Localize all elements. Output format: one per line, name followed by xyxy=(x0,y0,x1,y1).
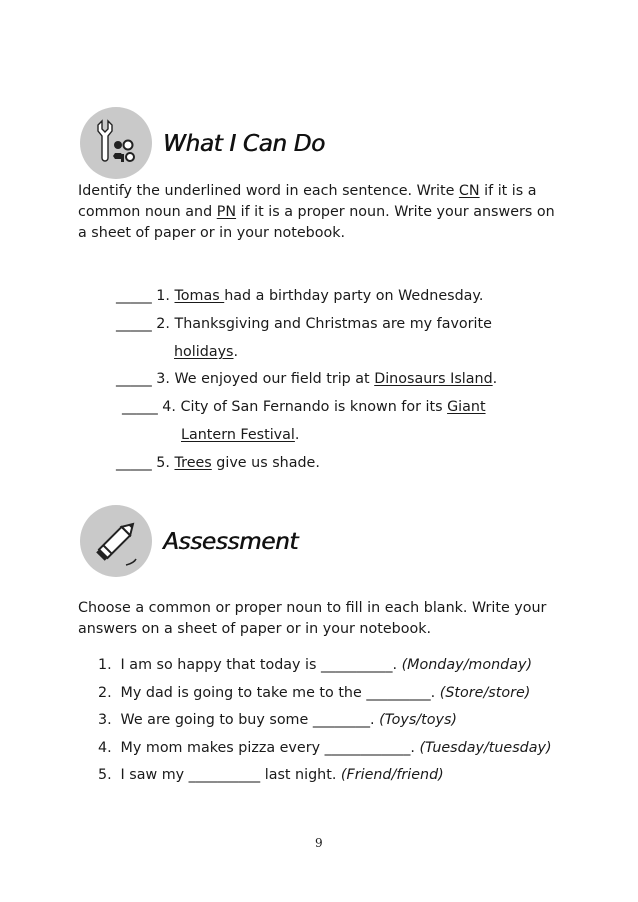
pencil-icon xyxy=(80,505,152,577)
list-item xyxy=(98,740,552,756)
list-item xyxy=(98,767,444,783)
item-number: 5. xyxy=(98,767,112,783)
instructions-text: if it is a proper noun. Write your answers on a sheet of paper or in your notebook. xyxy=(78,204,555,241)
answer-blank: _____ xyxy=(116,455,152,471)
list-item-continuation xyxy=(174,344,238,360)
list-item xyxy=(98,657,532,673)
underlined-word: Tomas xyxy=(174,288,225,304)
section-heading-what-i-can-do: What I Can Do xyxy=(163,131,325,157)
underlined-word: Lantern Festival xyxy=(181,427,295,443)
item-text: . xyxy=(492,371,498,387)
underlined-word: holidays xyxy=(174,344,234,360)
item-text: had a birthday party on Wednesday. xyxy=(224,288,484,304)
item-text: . xyxy=(294,427,300,443)
instructions-text: if it is a common noun and xyxy=(78,183,537,220)
item-number: 1. xyxy=(156,288,170,304)
page-number: 9 xyxy=(315,836,323,850)
item-number: 1. xyxy=(98,657,112,673)
tools-icon xyxy=(80,107,152,179)
list-item xyxy=(116,288,483,304)
instructions-paragraph xyxy=(78,181,558,244)
list-item xyxy=(98,712,457,728)
answer-blank: _____ xyxy=(116,371,152,387)
item-text: Thanksgiving and Christmas are my favorite xyxy=(174,316,492,332)
item-number: 4. xyxy=(98,740,112,756)
item-text: I saw my __________ last night. xyxy=(120,767,337,783)
list-item xyxy=(98,685,530,701)
underlined-word: Trees xyxy=(174,455,212,471)
item-text: My dad is going to take me to the _________. xyxy=(120,685,436,701)
choice-options: (Friend/friend) xyxy=(340,767,444,783)
list-item xyxy=(116,455,320,471)
underlined-word: Dinosaurs Island xyxy=(374,371,493,387)
item-text: City of San Fernando is known for its xyxy=(180,399,448,415)
item-text: give us shade. xyxy=(211,455,320,471)
pn-label: PN xyxy=(216,204,237,220)
list-item xyxy=(122,399,486,415)
item-number: 3. xyxy=(156,371,170,387)
answer-blank: _____ xyxy=(116,288,152,304)
choice-options: (Store/store) xyxy=(439,685,531,701)
item-text: We are going to buy some ________. xyxy=(120,712,375,728)
item-number: 3. xyxy=(98,712,112,728)
list-item xyxy=(116,316,492,332)
choice-options: (Toys/toys) xyxy=(379,712,457,728)
item-number: 2. xyxy=(156,316,170,332)
section-heading-assessment: Assessment xyxy=(163,529,298,555)
item-number: 5. xyxy=(156,455,170,471)
list-item-continuation xyxy=(181,427,299,443)
assessment-instructions: Choose a common or proper noun to fill in each blank. Write your answers on a sheet of paper or in your notebook. xyxy=(78,600,547,637)
item-text: My mom makes pizza every ____________. xyxy=(120,740,415,756)
choice-options: (Monday/monday) xyxy=(401,657,533,673)
item-text: We enjoyed our field trip at xyxy=(174,371,375,387)
item-text: I am so happy that today is __________. xyxy=(120,657,398,673)
choice-options: (Tuesday/tuesday) xyxy=(419,740,552,756)
instructions-text: Identify the underlined word in each sentence. Write xyxy=(78,183,459,199)
answer-blank: _____ xyxy=(122,399,158,415)
cn-label: CN xyxy=(458,183,480,199)
list-item xyxy=(116,371,497,387)
answer-blank: _____ xyxy=(116,316,152,332)
item-number: 4. xyxy=(162,399,176,415)
item-number: 2. xyxy=(98,685,112,701)
item-text: . xyxy=(233,344,239,360)
underlined-word: Giant xyxy=(447,399,486,415)
